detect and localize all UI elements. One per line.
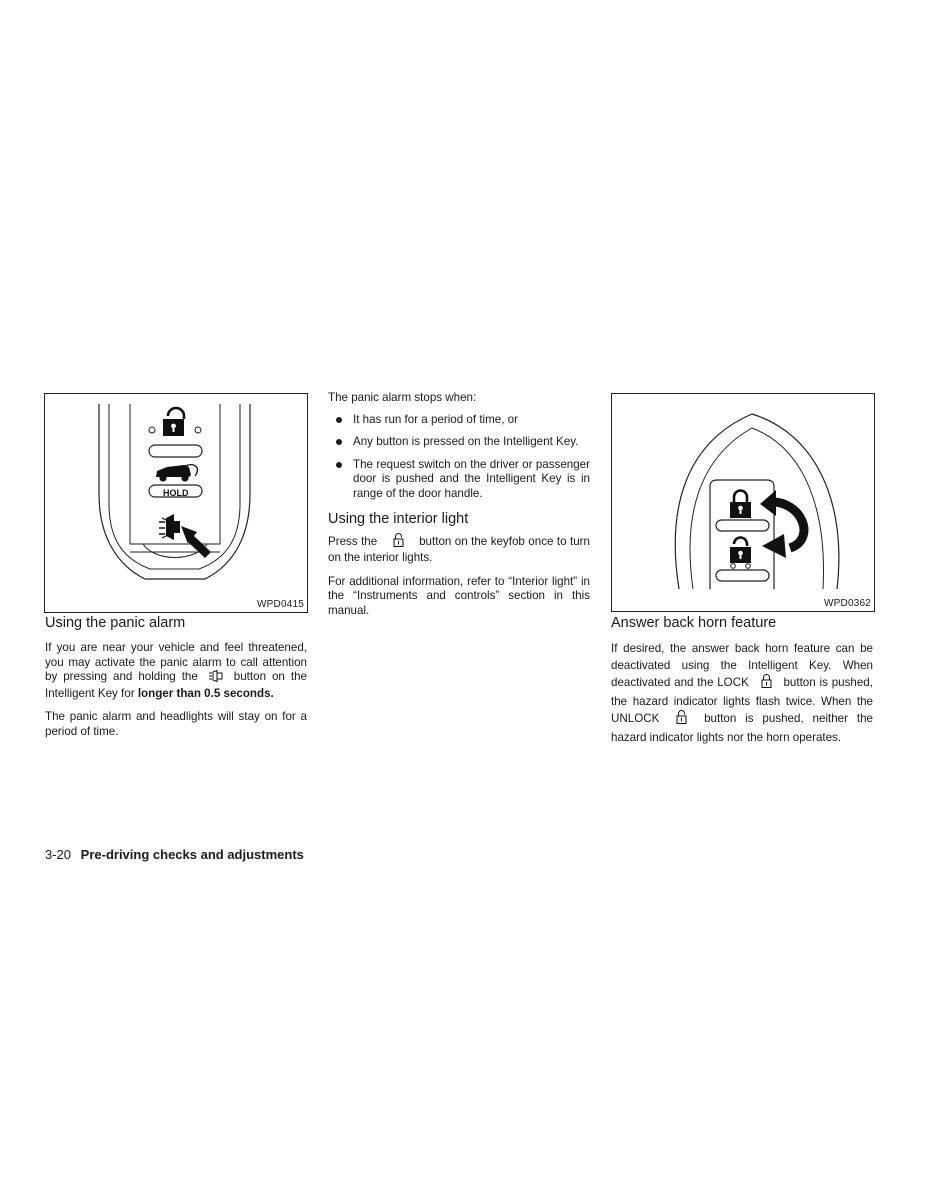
- text-span: button is pushed, neither the hazard indicator lights nor the horn operates.: [611, 712, 873, 744]
- paragraph: [611, 641, 873, 746]
- paragraph: The panic alarm and headlights will stay on for a period of time.: [45, 710, 307, 738]
- fob-trunk-icon: [156, 465, 197, 482]
- list-item: It has run for a period of time, or: [328, 413, 590, 428]
- fob-hold-label: HOLD: [163, 488, 189, 498]
- keyfob-panic-illustration: [45, 394, 307, 612]
- unlock-icon: [393, 533, 404, 552]
- paragraph: [328, 533, 590, 566]
- column-interior-light: [328, 391, 590, 628]
- section-heading: Using the panic alarm: [45, 615, 186, 631]
- page-footer: [45, 847, 304, 863]
- figure-code: WPD0362: [824, 598, 871, 609]
- keyfob-lock-illustration: [612, 394, 874, 611]
- fob-unlock-icon: [163, 408, 184, 436]
- text-span: Press the: [328, 534, 378, 548]
- page-number: 3-20: [45, 847, 72, 862]
- bold-text: longer than 0.5 seconds.: [137, 686, 274, 700]
- unlock-icon: [676, 710, 687, 730]
- list-item: Any button is pressed on the Intelligent Key.: [328, 435, 590, 450]
- text-span: If you are near your vehicle and feel threatened, you may activate the panic alarm to call attention by pressing and holding the: [45, 641, 307, 684]
- section-heading: Answer back horn feature: [611, 615, 777, 631]
- fob-lock-icon: [730, 491, 751, 519]
- text-span: button on the Intelligent Key for: [45, 670, 307, 700]
- figure-code: WPD0415: [257, 599, 304, 610]
- panic-horn-icon: [208, 670, 224, 687]
- list-item: The request switch on the driver or passenger door is pushed and the Intelligent Key is in range of the door handle.: [328, 458, 590, 502]
- section-heading: Using the interior light: [328, 510, 469, 527]
- paragraph: For additional information, refer to “Interior light” in the “Instruments and controls” section in this manual.: [328, 574, 590, 617]
- figure-panic-alarm: [44, 393, 308, 613]
- paragraph: The panic alarm stops when:: [328, 391, 477, 404]
- paragraph: [45, 641, 307, 701]
- bullet-list: [328, 413, 590, 502]
- text-span: If desired, the answer back horn feature can be deactivated using the Intelligent Key. When deactivated and the LOCK: [611, 642, 873, 689]
- fob-panic-icon: [159, 514, 180, 540]
- column-panic-alarm: [45, 614, 307, 749]
- fob-unlock-icon: [730, 538, 751, 564]
- text-span: button on the keyfob once to turn on the interior lights.: [328, 534, 590, 565]
- text-span: button is pushed, the hazard indicator lights flash twice. When the UNLOCK: [611, 676, 873, 725]
- column-answer-back: [611, 614, 873, 755]
- section-title: Pre-driving checks and adjustments: [80, 847, 304, 862]
- figure-answer-back: [611, 393, 875, 612]
- lock-icon: [761, 674, 772, 694]
